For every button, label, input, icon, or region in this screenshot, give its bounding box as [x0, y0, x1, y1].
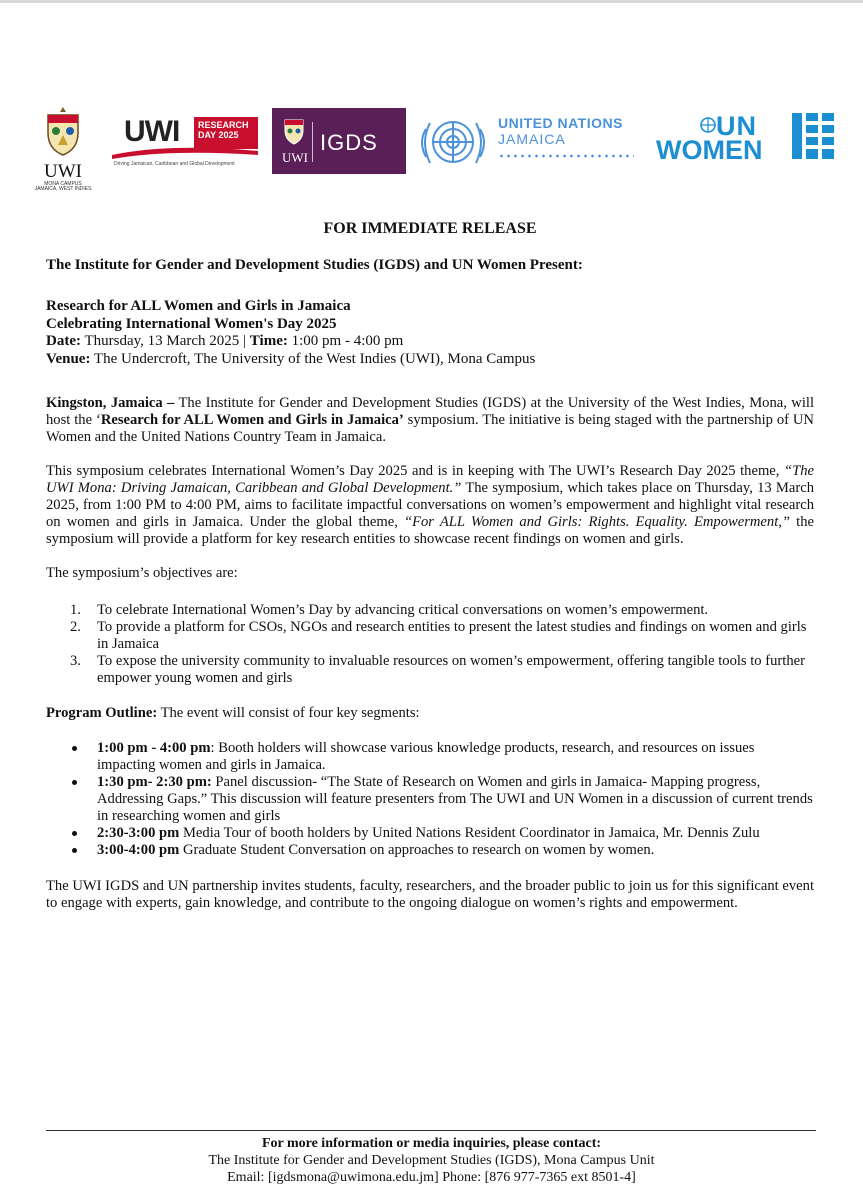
- un-jamaica-line2: JAMAICA: [498, 131, 566, 147]
- footer-divider: [46, 1130, 816, 1131]
- theme-text-1: This symposium celebrates International Women’s Day 2025 and is in keeping with The UWI’s Research Day 2025 theme,: [46, 463, 784, 479]
- igds-logo: [272, 108, 406, 174]
- theme-paragraph: [46, 463, 814, 548]
- program-sep: :: [210, 740, 215, 756]
- research-day-line1: RESEARCH: [198, 120, 249, 130]
- event-title: Research for ALL Women and Girls in Jamaica: [46, 298, 351, 314]
- uwi-sub1: MONA CAMPUS: [44, 181, 82, 187]
- igds-divider: [312, 122, 313, 162]
- list-number: 2.: [70, 619, 81, 635]
- uwi-name: UWI: [44, 161, 82, 182]
- program-outline-text: The event will consist of four key segments:: [157, 705, 420, 721]
- objectives-list: [70, 602, 814, 687]
- uwi-theme-quote: “The UWI Mona: Driving Jamaican, Caribbean and Global Development.”: [46, 463, 814, 496]
- un-jamaica-logo: [498, 115, 648, 171]
- un-women-symbol-icon: [792, 113, 834, 159]
- global-theme-quote: “For ALL Women and Girls: Rights. Equality. Empowerment,”: [403, 514, 791, 530]
- list-text: To expose the university community to invaluable resources on women’s empowerment, offering tangible tools to further empower young women and girls: [97, 653, 805, 686]
- igds-uwi: UWI: [282, 150, 308, 165]
- research-day-uwi: UWI: [124, 115, 180, 148]
- list-item: [72, 740, 814, 774]
- venue-label: Venue:: [46, 350, 91, 367]
- presents-heading: The Institute for Gender and Development Studies (IGDS) and UN Women Present:: [46, 257, 583, 273]
- dateline: Kingston, Jamaica –: [46, 395, 175, 411]
- program-text: Graduate Student Conversation on approaches to research on women by women.: [179, 842, 655, 858]
- un-jamaica-line1: UNITED NATIONS: [498, 115, 623, 131]
- program-time: 1:30 pm- 2:30 pm:: [97, 774, 212, 790]
- event-details: [46, 298, 814, 368]
- research-day-tagline: Driving Jamaican, Caribbean and Global Development: [114, 161, 235, 167]
- list-text: To provide a platform for CSOs, NGOs and research entities to present the latest studies and findings on women and girls in Jamaica: [97, 619, 807, 652]
- bullet-icon: [72, 780, 77, 785]
- un-women-women: WOMEN: [656, 135, 763, 165]
- time-value: 1:00 pm - 4:00 pm: [287, 333, 404, 349]
- list-item: [70, 653, 814, 687]
- igds-label: IGDS: [320, 130, 378, 155]
- program-text: Booth holders will showcase various knowledge products, research, and resources on issues impacting women and girls in Jamaica.: [97, 740, 755, 773]
- intro-text-1: The Institute for Gender and Development Studies (IGDS) at the University of the West Indies, Mona, will host the ‘: [46, 395, 815, 428]
- un-emblem-icon: [416, 109, 490, 175]
- event-subtitle: Celebrating International Women's Day 2025: [46, 315, 337, 332]
- bullet-icon: [72, 831, 77, 836]
- bullet-icon: [72, 746, 77, 751]
- program-time: 2:30-3:00 pm: [97, 825, 180, 841]
- dotted-line: [498, 154, 634, 158]
- closing-paragraph: The UWI IGDS and UN partnership invites students, faculty, researchers, and the broader public to join us for this significant event to engage with experts, gain knowledge, and contribute to the ongoing dialogue on women’s rights and empowerment.: [46, 878, 814, 911]
- list-item: [72, 842, 814, 859]
- uwi-crest-icon: [42, 105, 84, 157]
- research-day-logo: [110, 109, 260, 173]
- uwi-crest-small-icon: [282, 116, 306, 146]
- list-item: [70, 602, 814, 619]
- bullet-icon: [72, 848, 77, 853]
- intro-text-2: symposium. The initiative is being staged with the partnership of UN Women and the United Nations Country Team in Jamaica.: [46, 412, 814, 445]
- release-heading: FOR IMMEDIATE RELEASE: [323, 220, 537, 237]
- red-swoosh-icon: [110, 145, 260, 159]
- program-time: 3:00-4:00 pm: [97, 842, 180, 858]
- theme-text-2: The symposium, which takes place on Thursday, 13 March 2025, from 1:00 PM to 4:00 PM, aims to facilitate impactful conversations on women’s empowerment and highlight vital research on women and girls in Jamaica. Under the global theme,: [46, 480, 814, 530]
- footer-org: The Institute for Gender and Development Studies (IGDS), Mona Campus Unit: [208, 1153, 655, 1168]
- research-day-line2: DAY 2025: [198, 130, 239, 140]
- logo-bar: [28, 95, 848, 205]
- program-list: [72, 740, 814, 859]
- footer-contact: Email: [igdsmona@uwimona.edu.jm] Phone: [876 977-7365 ext 8501-4]: [227, 1170, 636, 1185]
- footer: [0, 1135, 863, 1186]
- un-women-un: UN: [716, 111, 757, 141]
- footer-heading: For more information or media inquiries, please contact:: [261, 1136, 602, 1151]
- objectives-intro: The symposium’s objectives are:: [46, 565, 238, 581]
- list-number: 3.: [70, 653, 81, 669]
- program-outline-intro: [46, 705, 814, 722]
- time-label: Time:: [249, 333, 288, 349]
- list-item: [70, 619, 814, 653]
- program-text: Media Tour of booth holders by United Nations Resident Coordinator in Jamaica, Mr. Dennis Zulu: [179, 825, 760, 841]
- document-body: [46, 213, 814, 912]
- list-text: To celebrate International Women’s Day by advancing critical conversations on women’s empowerment.: [97, 602, 709, 618]
- theme-text-3: the symposium will provide a platform for key research entities to showcase recent findings on women and girls.: [46, 514, 814, 547]
- intro-paragraph: [46, 395, 814, 446]
- program-text: Panel discussion- “The State of Research on Women and girls in Jamaica- Mapping progress, Addressing Gaps.” This discussion will feature presenters from The UWI and UN Women in a discussion of current trends in researching women and girls: [97, 774, 813, 824]
- list-number: 1.: [70, 602, 81, 618]
- program-outline-label: Program Outline:: [46, 705, 158, 721]
- list-item: [72, 825, 814, 842]
- symposium-name: Research for ALL Women and Girls in Jamaica’: [100, 412, 404, 428]
- uwi-mona-logo: [28, 95, 98, 200]
- event-date-time: [46, 333, 814, 351]
- list-item: [72, 774, 814, 825]
- event-venue: [46, 351, 814, 369]
- program-time: 1:00 pm - 4:00 pm: [97, 740, 211, 756]
- date-label: Date:: [46, 333, 81, 349]
- un-globe-small-icon: [700, 117, 716, 133]
- venue-value: The Undercroft, The University of the West Indies (UWI), Mona Campus: [90, 350, 536, 367]
- date-value: Thursday, 13 March 2025 |: [80, 333, 250, 349]
- un-women-logo: [654, 113, 838, 165]
- uwi-sub2: JAMAICA, WEST INDIES: [34, 186, 92, 192]
